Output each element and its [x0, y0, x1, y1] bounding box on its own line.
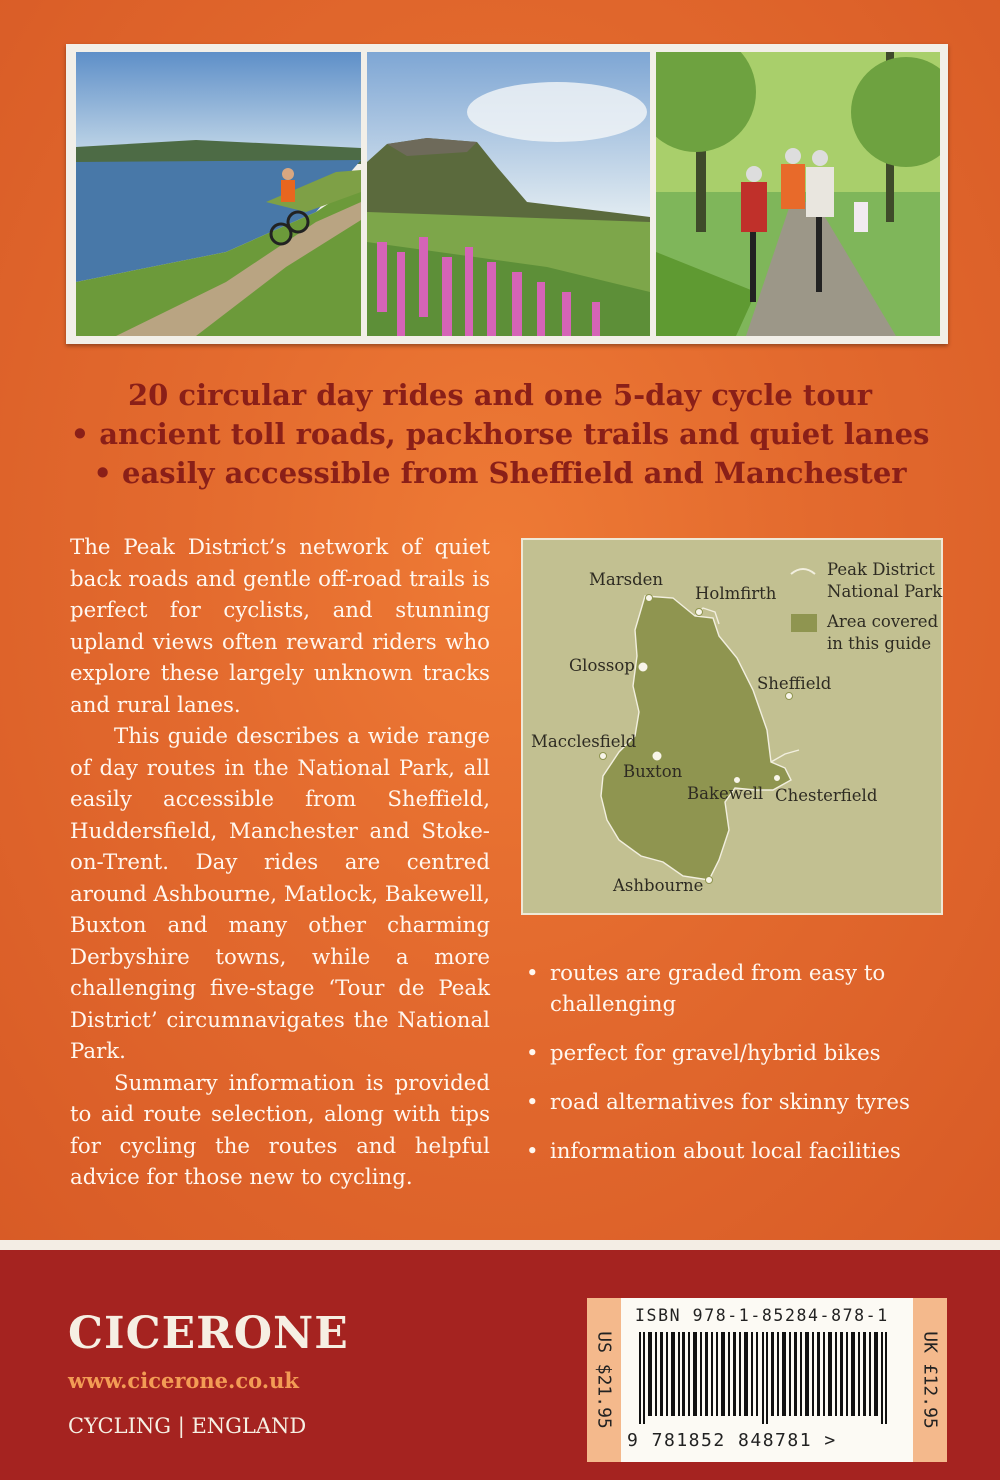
description-text [70, 532, 490, 1194]
price-uk: UK £12.95 [919, 1331, 941, 1429]
barcode-number: 9 781852 848781 > [627, 1430, 837, 1451]
town-dot-ashbourne [706, 877, 713, 884]
legend-area-label-1: Area covered [827, 612, 939, 631]
gritstone-edge-foxgloves-photo [367, 52, 650, 336]
list-item-text: road alternatives for skinny tyres [550, 1090, 910, 1115]
legend-area-swatch [791, 614, 817, 632]
town-dot-chesterfield [774, 775, 781, 782]
town-label-bakewell: Bakewell [687, 784, 764, 803]
legend-park-line-icon [791, 569, 815, 574]
isbn-number: ISBN 978-1-85284-878-1 [635, 1306, 889, 1325]
headline-line-2: • ancient toll roads, packhorse trails and quiet lanes [70, 417, 930, 451]
headline-line-3: • easily accessible from Sheffield and Manchester [93, 456, 907, 490]
town-dot-glossop [638, 662, 648, 672]
town-dot-macclesfield [600, 753, 607, 760]
barcode-bars [635, 1332, 905, 1424]
list-item [522, 1038, 942, 1069]
barcode-block [587, 1298, 947, 1462]
town-label-marsden: Marsden [589, 570, 664, 589]
headline-features [0, 376, 1000, 493]
list-item [522, 958, 942, 1020]
legend-area-label-2: in this guide [827, 634, 932, 653]
price-us: US $21.95 [593, 1331, 615, 1429]
legend-park-label-1: Peak District [827, 560, 935, 579]
bullet-dot-icon: • [526, 1041, 539, 1066]
woodland-trail-family-photo [656, 52, 940, 336]
town-label-sheffield: Sheffield [757, 674, 832, 693]
list-item [522, 1087, 942, 1118]
bullet-dot-icon: • [526, 1090, 539, 1115]
town-label-holmfirth: Holmfirth [695, 584, 777, 603]
bullet-dot-icon: • [526, 1139, 539, 1164]
list-item-text: perfect for gravel/hybrid bikes [550, 1041, 881, 1066]
price-strip-us [587, 1298, 621, 1462]
town-label-buxton: Buxton [623, 762, 683, 781]
publisher-website-link[interactable]: www.cicerone.co.uk [68, 1368, 299, 1393]
list-item-text: routes are graded from easy to challenging [550, 961, 886, 1017]
description-paragraph-2: This guide describes a wide range of day routes in the National Park, all easily accessible from Sheffield, Huddersfield, Manchester and Stoke-on-Trent. Day rides are centred around Ashbourne, Matlock, Bakewell, Buxton and many other charming Derbyshire towns, while a more challenging five-stage ‘Tour de Peak District’ circumnavigates the National Park. [70, 724, 490, 1064]
bullet-dot-icon: • [526, 961, 539, 986]
list-item [522, 1136, 942, 1167]
feature-list [522, 958, 942, 1185]
price-strip-uk [913, 1298, 947, 1462]
town-dot-bakewell [734, 777, 741, 784]
town-label-macclesfield: Macclesfield [531, 732, 637, 751]
reservoir-cyclist-photo [76, 52, 361, 336]
town-dot-buxton [652, 751, 662, 761]
book-category: CYCLING | ENGLAND [68, 1414, 307, 1438]
town-label-chesterfield: Chesterfield [775, 786, 878, 805]
footer-band [0, 1240, 1000, 1480]
area-map [521, 538, 943, 915]
town-dot-holmfirth [696, 609, 703, 616]
description-paragraph-3: Summary information is provided to aid route selection, along with tips for cycling the routes and helpful advice for those new to cycling. [70, 1070, 490, 1190]
headline-line-1: 20 circular day rides and one 5-day cycle tour [127, 378, 873, 412]
town-label-glossop: Glossop [569, 656, 635, 675]
description-paragraph-1: The Peak District’s network of quiet back roads and gentle off-road trails is perfect for cyclists, and stunning upland views often reward riders who explore these largely unknown tracks and rural lanes. [70, 535, 490, 718]
list-item-text: information about local facilities [550, 1139, 901, 1164]
photo-strip [66, 44, 948, 344]
legend-park-label-2: National Park [827, 582, 943, 601]
town-label-ashbourne: Ashbourne [613, 876, 704, 895]
publisher-logo: CICERONE [68, 1308, 349, 1359]
town-dot-marsden [646, 595, 653, 602]
